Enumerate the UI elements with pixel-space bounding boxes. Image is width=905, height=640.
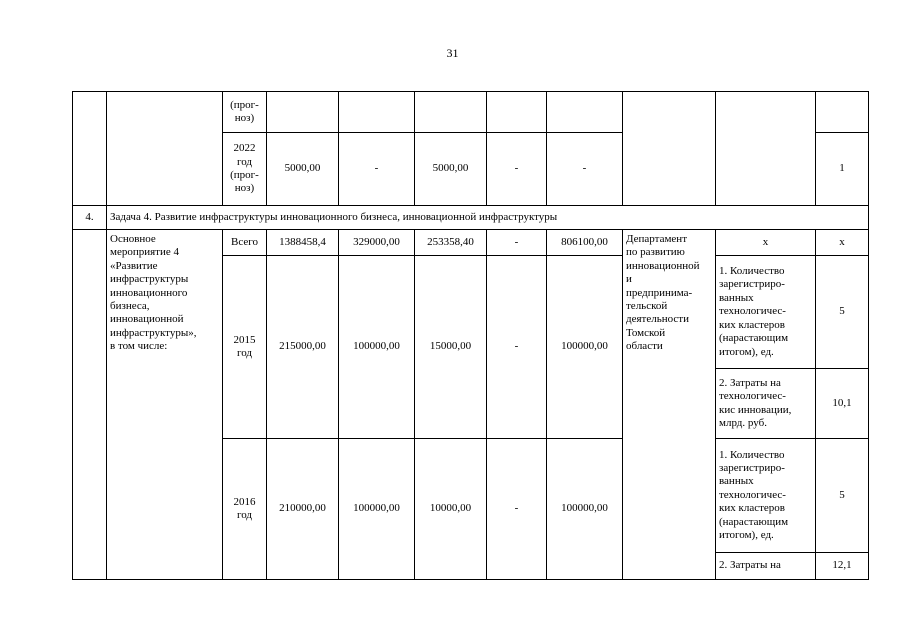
- funding-cell: -: [339, 133, 415, 206]
- indicator-cell: 1. Количество зарегистриро- ванных технологичес- ких кластеров (нарастающим итогом), ед.: [716, 439, 816, 553]
- funding-cell: 806100,00: [547, 230, 623, 256]
- total-cell: 1388458,4: [267, 230, 339, 256]
- total-cell: 5000,00: [267, 133, 339, 206]
- funding-cell: 5000,00: [415, 133, 487, 206]
- funding-cell: -: [487, 133, 547, 206]
- value-cell: 12,1: [816, 553, 869, 580]
- funding-cell: 329000,00: [339, 230, 415, 256]
- period-cell: 2022 год (прог- ноз): [223, 133, 267, 206]
- period-cell: (прог- ноз): [223, 92, 267, 133]
- funding-cell: 100000,00: [339, 439, 415, 580]
- funding-cell: 100000,00: [547, 439, 623, 580]
- funding-cell: 15000,00: [415, 256, 487, 439]
- funding-cell: 10000,00: [415, 439, 487, 580]
- period-cell: Всего: [223, 230, 267, 256]
- funding-cell: -: [487, 439, 547, 580]
- measure-name: Основное мероприятие 4 «Развитие инфраструктуры инновационного бизнеса, инновационной инфраструктуры», в том числе:: [107, 230, 223, 580]
- page-number: 31: [446, 46, 459, 60]
- funding-cell: 100000,00: [339, 256, 415, 439]
- indicator-cell: 2. Затраты на: [716, 553, 816, 580]
- total-cell: 215000,00: [267, 256, 339, 439]
- value-cell: 5: [816, 256, 869, 369]
- indicator-cell: х: [716, 230, 816, 256]
- funding-cell: -: [547, 133, 623, 206]
- value-cell: х: [816, 230, 869, 256]
- table-row: [73, 92, 869, 133]
- period-cell: 2015 год: [223, 256, 267, 439]
- total-cell: 210000,00: [267, 439, 339, 580]
- funding-cell: -: [487, 256, 547, 439]
- table-row: [73, 133, 869, 206]
- executor: Департамент по развитию инновационной и предпринима- тельской деятельности Томской области: [623, 230, 716, 580]
- funding-cell: -: [487, 230, 547, 256]
- value-cell: 5: [816, 439, 869, 553]
- indicator-cell: 1. Количество зарегистриро- ванных технологичес- ких кластеров (нарастающим итогом), ед.: [716, 256, 816, 369]
- indicator-cell: 2. Затраты на технологичес- кис инновации, млрд. руб.: [716, 369, 816, 439]
- period-cell: 2016 год: [223, 439, 267, 580]
- task-number: 4.: [73, 206, 107, 230]
- task-title: Задача 4. Развитие инфраструктуры инновационного бизнеса, инновационной инфраструктуры: [107, 206, 869, 230]
- value-cell: 1: [816, 133, 869, 206]
- funding-cell: 100000,00: [547, 256, 623, 439]
- funding-cell: 253358,40: [415, 230, 487, 256]
- table-row: [73, 230, 869, 256]
- program-table: [72, 91, 869, 580]
- value-cell: 10,1: [816, 369, 869, 439]
- task-row: [73, 206, 869, 230]
